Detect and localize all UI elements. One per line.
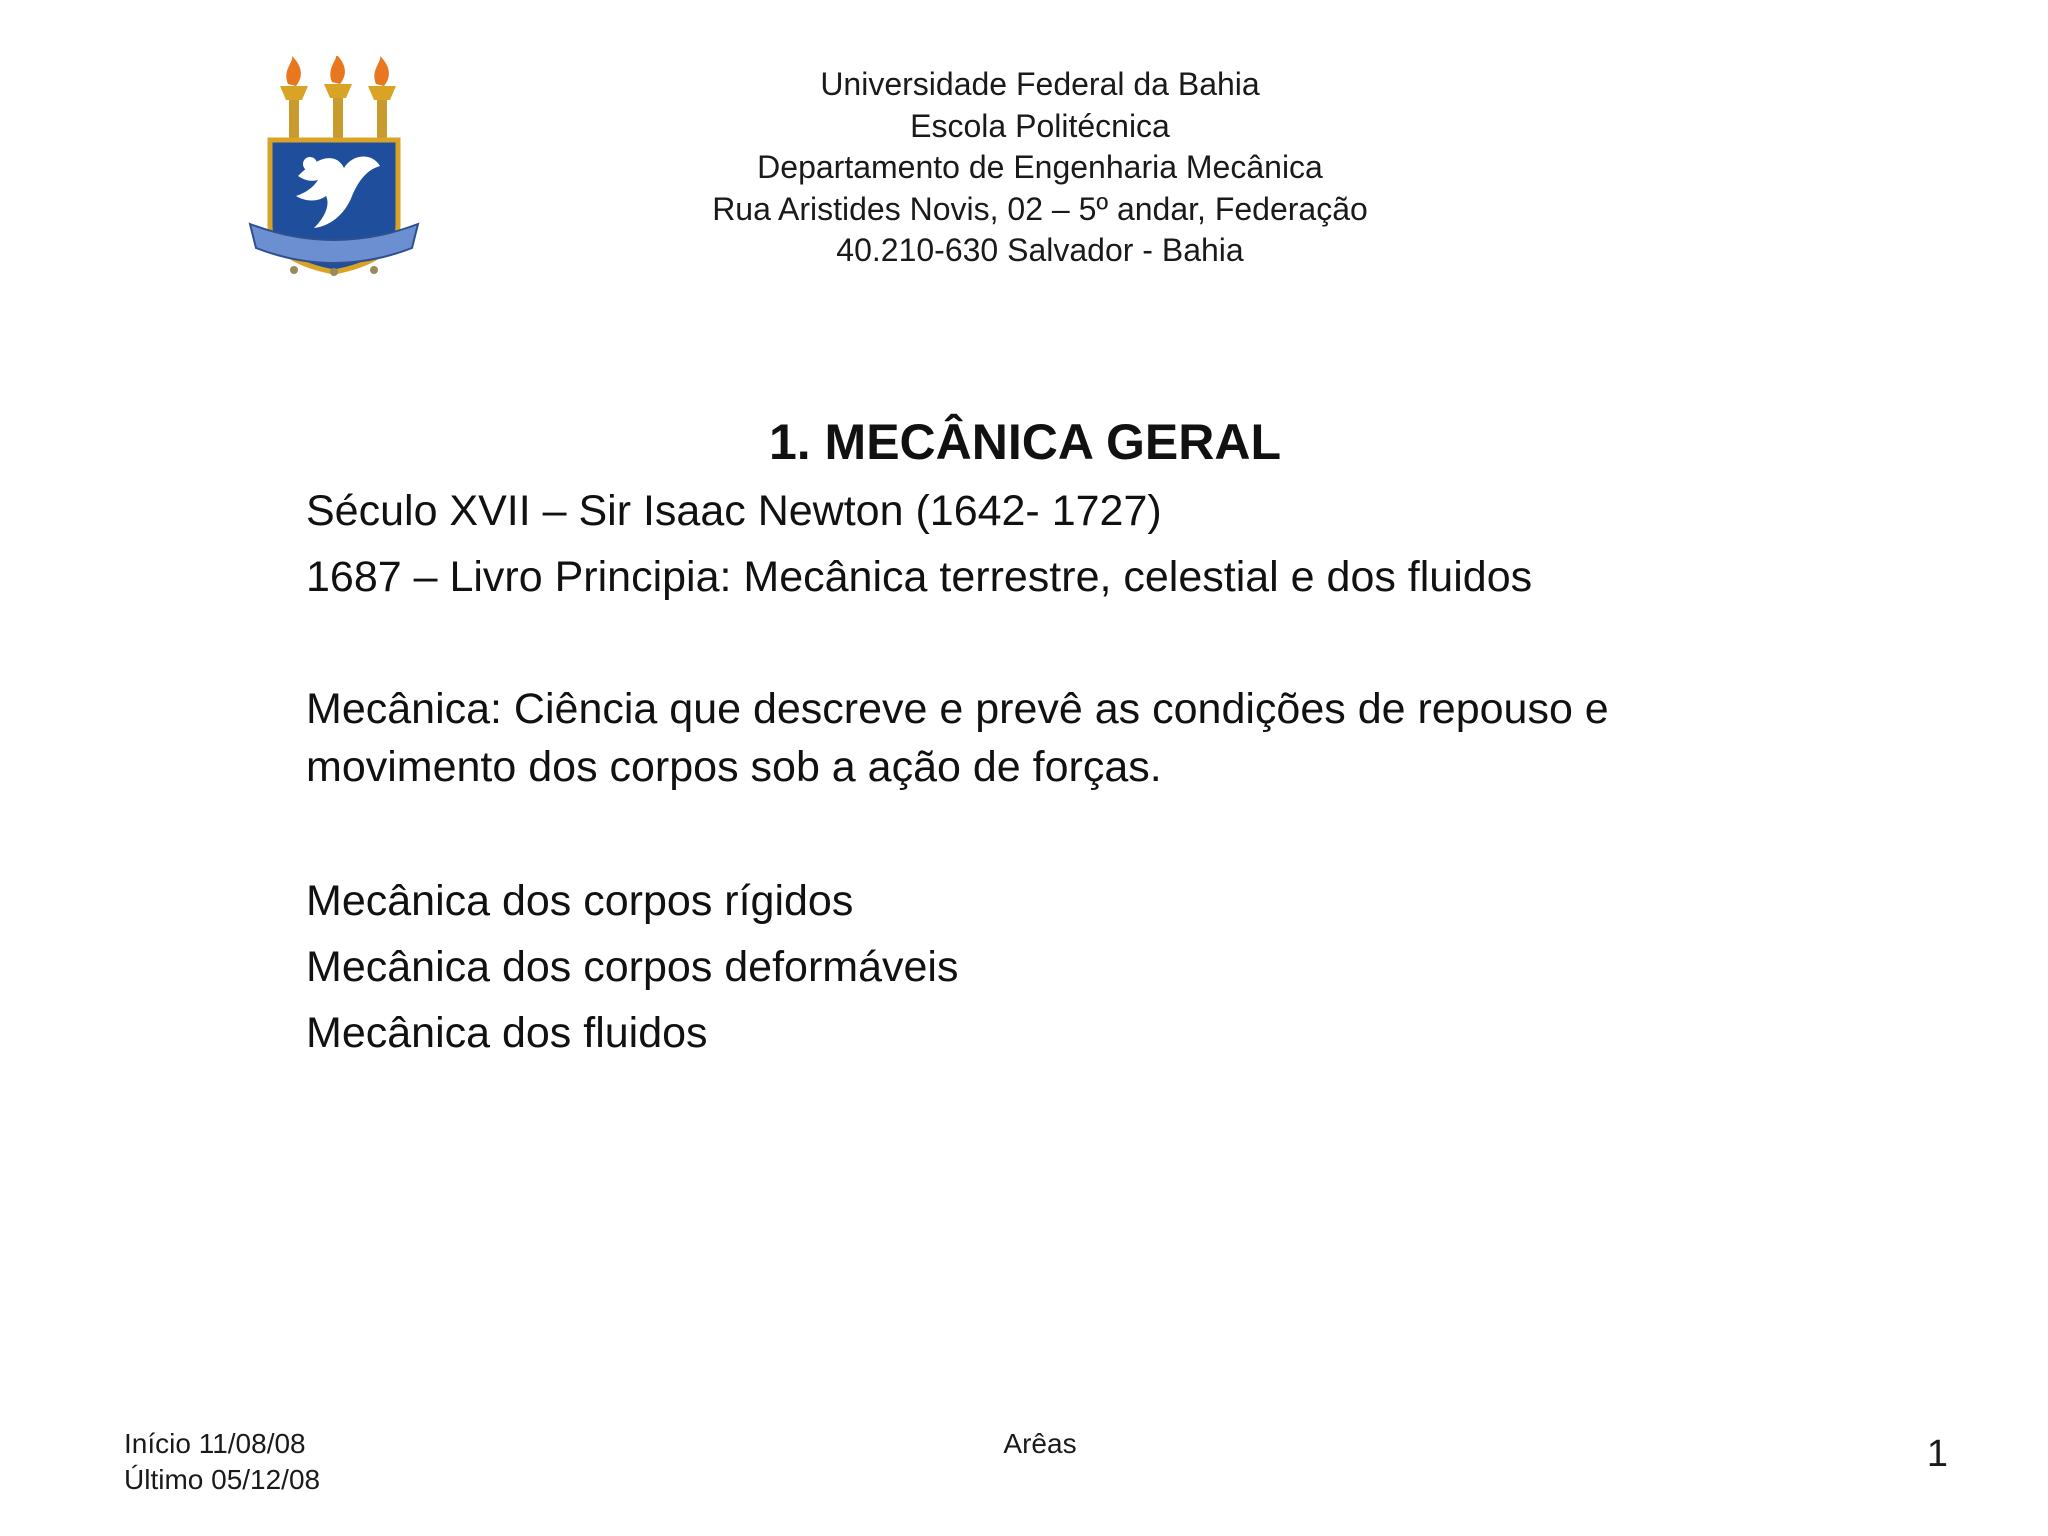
start-date: Início 11/08/08 [124,1428,306,1459]
main-content [306,482,1866,1066]
footer-dates [124,1426,320,1498]
institution-line: 40.210-630 Salvador - Bahia [836,232,1244,268]
branches-list [306,868,1866,1066]
history-line: Século XVII – Sir Isaac Newton (1642- 1727) [306,487,1162,535]
university-logo [248,56,420,276]
page-title: 1. MECÂNICA GERAL [768,414,1282,470]
torches-icon [280,56,396,140]
branch-item: Mecânica dos corpos deformáveis [306,943,959,991]
institution-line: Rua Aristides Novis, 02 – 5º andar, Federação [712,190,1368,227]
history-line: 1687 – Livro Principia: Mecânica terrestre, celestial e dos fluidos [306,553,1533,601]
definition-paragraph [306,680,1866,796]
definition-line: movimento dos corpos sob a ação de forças. [306,743,1162,791]
institution-line: Escola Politécnica [910,107,1170,144]
institution-line: Universidade Federal da Bahia [820,66,1260,102]
institution-header [640,64,1440,272]
institution-line: Departamento de Engenharia Mecânica [757,149,1323,185]
footer-author: Arêas [1003,1428,1077,1459]
coat-of-arms-icon [248,56,420,276]
branch-item: Mecânica dos fluidos [306,1009,708,1057]
last-date: Último 05/12/08 [124,1464,321,1495]
definition-line: Mecânica: Ciência que descreve e prevê as condições de repouso e [306,685,1609,733]
branch-item: Mecânica dos corpos rígidos [306,877,854,925]
page-number: 1 [1926,1433,1948,1475]
